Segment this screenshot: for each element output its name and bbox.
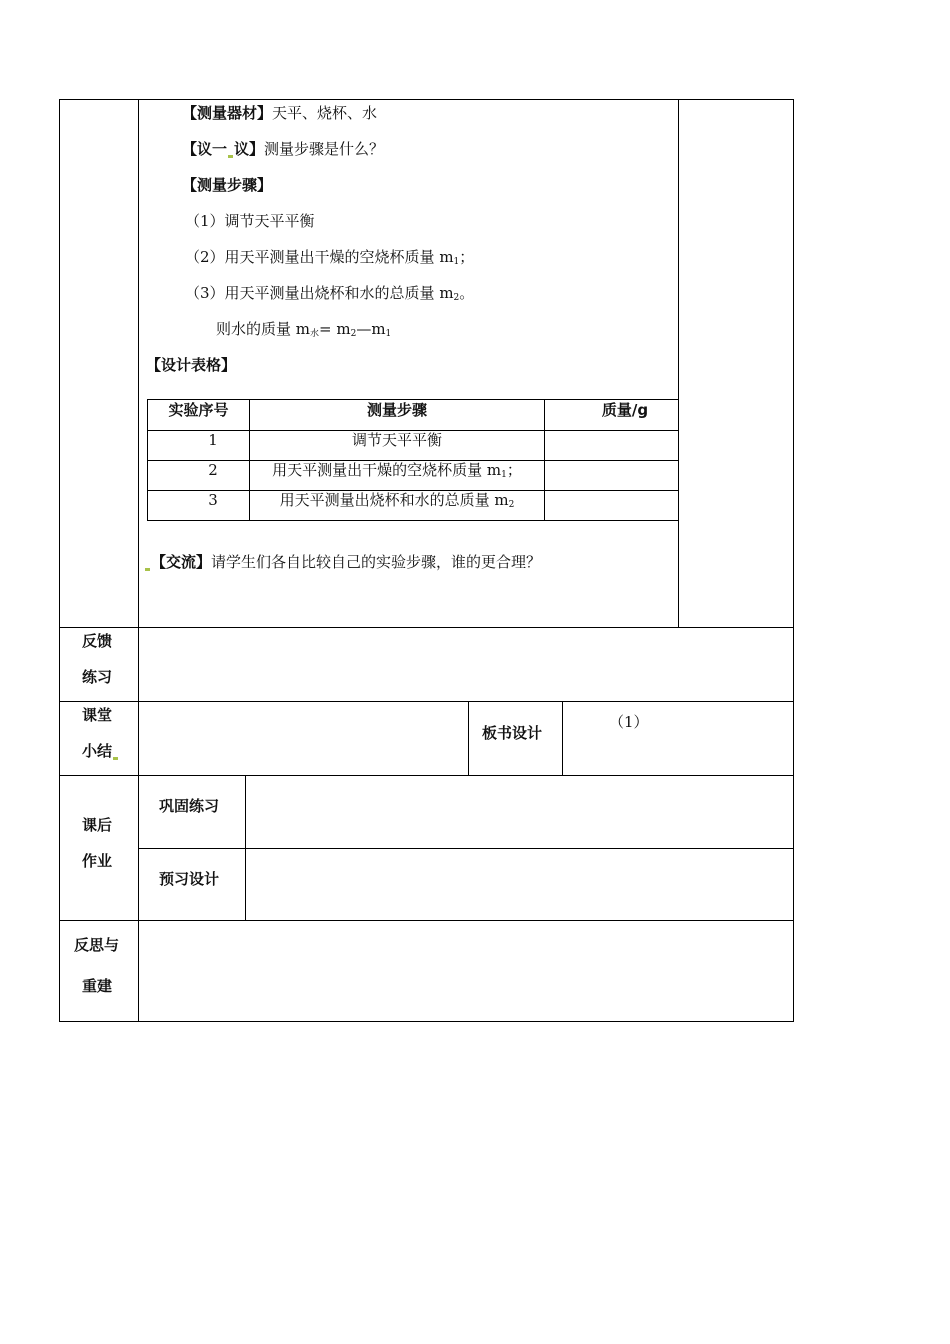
edit-mark-icon	[228, 155, 233, 158]
summary-label-b-line	[82, 741, 119, 761]
summary-label-b: 小结	[82, 742, 113, 760]
dt-row2-step-end: ；	[506, 461, 522, 479]
dt-header-step: 测量步骤	[366, 401, 427, 419]
discuss-label-b: 议】	[234, 140, 265, 158]
exchange-text: 请学生们各自比较自己的实验步骤，谁的更合理？	[211, 553, 542, 571]
border-row-feedback	[59, 627, 794, 628]
step-2-end: ；	[459, 248, 475, 266]
dt-row1-step	[250, 430, 544, 450]
dt-row2-step	[250, 460, 544, 485]
border-bottom	[59, 1021, 794, 1022]
preview-label: 预习设计	[159, 870, 220, 888]
step-2-text: （2）用天平测量出干燥的空烧杯质量 m	[185, 248, 454, 266]
feedback-label-a: 反馈	[82, 632, 113, 650]
formula-c: —m	[356, 320, 386, 338]
reflect-label-b: 重建	[82, 977, 113, 995]
dt-row3-no: 3	[208, 491, 218, 509]
border-right	[793, 99, 794, 1022]
discuss-line	[182, 139, 384, 159]
step-2	[185, 247, 474, 272]
border-col-right-top	[678, 99, 679, 627]
dt-row2-step-sub: 1	[501, 470, 507, 480]
formula-b: = m	[319, 320, 351, 338]
dt-header-no: 实验序号	[168, 401, 229, 419]
step-3-text: （3）用天平测量出烧杯和水的总质量 m	[185, 284, 454, 302]
border-summary-split2	[562, 701, 563, 775]
step-3-end: 。	[459, 284, 475, 302]
dt-row2-step-text: 用天平测量出干燥的空烧杯质量 m	[272, 461, 502, 479]
border-row-preview	[138, 848, 794, 849]
board-design-value: （1）	[609, 713, 649, 731]
step-1: （1）调节天平平衡	[185, 212, 315, 230]
dt-row2-no: 2	[208, 461, 218, 479]
border-row-summary	[59, 701, 794, 702]
edit-mark-icon	[113, 757, 118, 760]
dt-row3-step-sub: 2	[508, 500, 515, 510]
dt-header-mass: 质量/g	[601, 401, 649, 419]
step-3-sub: 2	[453, 293, 460, 303]
step-3	[185, 283, 474, 308]
board-design-label: 板书设计	[482, 724, 543, 742]
homework-label-a: 课后	[82, 816, 113, 834]
border-top	[59, 99, 794, 100]
border-row-homework	[59, 775, 794, 776]
border-row-reflect	[59, 920, 794, 921]
border-col1	[138, 99, 139, 1022]
formula-a: 则水的质量 m	[216, 320, 310, 338]
reflect-label-a: 反思与	[74, 936, 120, 954]
steps-label: 【测量步骤】	[182, 176, 273, 194]
dt-row3-step-text: 用天平测量出烧杯和水的总质量 m	[279, 491, 509, 509]
border-summary-split1	[468, 701, 469, 775]
equipment-label: 【测量器材】	[182, 104, 273, 122]
formula-sub-2: 2	[350, 329, 357, 339]
border-left	[59, 99, 60, 1022]
discuss-label-a: 【议一	[182, 140, 228, 158]
dt-row3-step	[250, 490, 544, 515]
equipment-line	[182, 103, 377, 123]
dt-row1-no: 1	[208, 431, 218, 449]
exchange-line	[144, 552, 541, 572]
edit-mark-icon	[145, 568, 150, 571]
dt-line-bottom	[147, 520, 678, 521]
homework-label-b: 作业	[82, 852, 113, 870]
equipment-text: 天平、烧杯、水	[272, 104, 378, 122]
step-2-sub: 1	[453, 257, 460, 267]
formula-sub-1: 1	[385, 329, 392, 339]
border-homework-split	[245, 775, 246, 920]
feedback-label-b: 练习	[82, 668, 113, 686]
design-label: 【设计表格】	[146, 356, 237, 374]
summary-label-a: 课堂	[82, 706, 113, 724]
exchange-label: 【交流】	[151, 553, 212, 571]
formula-line	[216, 319, 391, 344]
formula-sub-water: 水	[310, 329, 320, 339]
consolidate-label: 巩固练习	[159, 797, 220, 815]
discuss-text: 测量步骤是什么？	[264, 140, 385, 158]
dt-row1-step-text: 调节天平平衡	[351, 431, 442, 449]
